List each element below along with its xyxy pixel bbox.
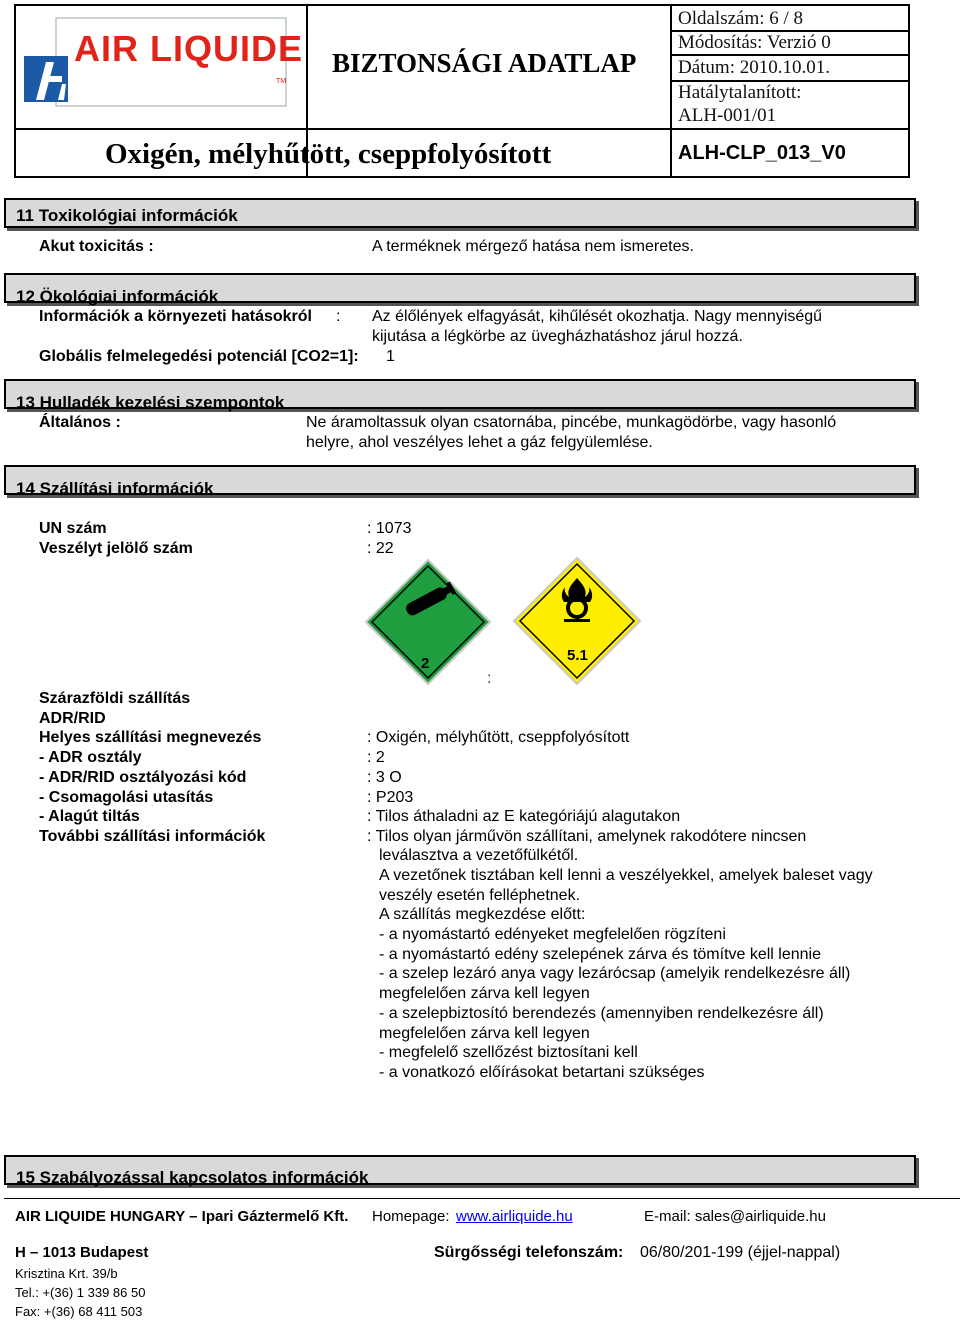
class-2-number: 2: [421, 655, 430, 672]
classification-code-value: : 3 O: [367, 769, 402, 786]
footer-email: E-mail: sales@airliquide.hu: [644, 1208, 826, 1225]
further-info-line: - a nyomástartó edény szelepének zárva és tömítve kell lennie: [379, 946, 822, 963]
section-11-title: 11 Toxikológiai információk: [16, 206, 238, 225]
class-5-1-label: [512, 556, 642, 686]
document-title: BIZTONSÁGI ADATLAP: [332, 48, 637, 78]
packing-instruction-value: : P203: [367, 789, 414, 806]
supersedes-label: Hatálytalanított:: [678, 82, 802, 103]
supersedes-value: ALH-001/01: [678, 105, 777, 126]
section-14-title: 14 Szállítási információk: [16, 479, 214, 498]
section-15-title: 15 Szabályozással kapcsolatos információk: [16, 1168, 369, 1187]
further-info-line: - megfelelő szellőzést biztosítani kell: [379, 1044, 638, 1061]
tunnel-restriction-value: : Tilos áthaladni az E kategóriájú alagutakon: [367, 808, 681, 825]
un-number-label: UN szám: [39, 520, 107, 537]
section-12-title: 12 Ökológiai információk: [16, 287, 219, 306]
footer-fax: Fax: +(36) 68 411 503: [15, 1304, 143, 1319]
environmental-colon: :: [336, 308, 341, 325]
further-info-line: A szállítás megkezdése előtt:: [379, 906, 586, 923]
logo-text: AIR LIQUIDE: [74, 28, 304, 69]
gwp-value: 1: [386, 348, 395, 365]
logo-trademark: TM: [276, 78, 287, 85]
footer-homepage-label: Homepage:: [372, 1208, 450, 1225]
shipping-name-label: Helyes szállítási megnevezés: [39, 729, 262, 746]
general-line-2: helyre, ahol veszélyes lehet a gáz felgyülemlése.: [306, 434, 653, 451]
hazard-number-label: Veszélyt jelölő szám: [39, 540, 193, 557]
classification-code-label: - ADR/RID osztályozási kód: [39, 769, 247, 786]
page-number: Oldalszám: 6 / 8: [678, 8, 804, 29]
tunnel-restriction-label: - Alagút tiltás: [39, 808, 140, 825]
further-info-line: leválasztva a vezetőfülkétől.: [379, 847, 579, 864]
further-info-line: - a szelepbiztosító berendezés (amennyiben rendelkezésre áll): [379, 1005, 824, 1022]
acute-toxicity-label: Akut toxicitás :: [39, 238, 154, 255]
further-info-line: - a nyomástartó edényeket megfelelően rögzíteni: [379, 926, 726, 943]
footer-divider: [4, 1198, 960, 1199]
class-5-1-number: 5.1: [567, 647, 588, 664]
footer-company: AIR LIQUIDE HUNGARY – Ipari Gáztermelő Kft.: [15, 1208, 349, 1225]
gwp-label: Globális felmelegedési potenciál [CO2=1]:: [39, 348, 359, 365]
acute-toxicity-value: A terméknek mérgező hatása nem ismeretes.: [372, 238, 694, 255]
land-transport-label: Szárazföldi szállítás: [39, 690, 191, 707]
shipping-name-value: : Oxigén, mélyhűtött, cseppfolyósított: [367, 729, 630, 746]
adr-class-value: : 2: [367, 749, 385, 766]
general-label: Általános :: [39, 414, 121, 431]
further-info-line: megfelelően zárva kell legyen: [379, 985, 590, 1002]
packing-instruction-label: - Csomagolási utasítás: [39, 789, 214, 806]
un-number-value: : 1073: [367, 520, 412, 537]
adr-class-label: - ADR osztály: [39, 749, 142, 766]
footer-city: H – 1013 Budapest: [15, 1244, 149, 1261]
issue-date: Dátum: 2010.10.01.: [678, 57, 830, 78]
environmental-line-1: Az élőlények elfagyását, kihűlését okozhatja. Nagy mennyiségű: [372, 308, 823, 325]
further-info-line: - a vonatkozó előírásokat betartani szükséges: [379, 1064, 705, 1081]
environmental-label: Információk a környezeti hatásokról: [39, 308, 312, 325]
document-code: ALH-CLP_013_V0: [678, 142, 846, 164]
further-info-label: További szállítási információk: [39, 828, 266, 845]
general-line-1: Ne áramoltassuk olyan csatornába, pincébe, munkagödörbe, vagy hasonló: [306, 414, 837, 431]
product-name: Oxigén, mélyhűtött, cseppfolyósított: [105, 138, 552, 170]
footer-homepage-link[interactable]: www.airliquide.hu: [456, 1208, 573, 1225]
section-13-title: 13 Hulladék kezelési szempontok: [16, 393, 285, 412]
footer-tel: Tel.: +(36) 1 339 86 50: [15, 1285, 146, 1300]
further-info-line: - a szelep lezáró anya vagy lezárócsap (amelyik rendelkezésre áll): [379, 965, 851, 982]
further-info-line: megfelelően zárva kell legyen: [379, 1025, 590, 1042]
hazard-number-value: : 22: [367, 540, 394, 557]
footer-street: Krisztina Krt. 39/b: [15, 1266, 118, 1281]
further-info-value: : Tilos olyan járművön szállítani, amelynek rakodótere nincsen: [367, 828, 807, 845]
environmental-line-2: kijutása a légkörbe az üvegházhatáshoz járul hozzá.: [372, 328, 743, 345]
adr-rid-label: ADR/RID: [39, 710, 106, 727]
footer-emergency-value: 06/80/201-199 (éjjel-nappal): [640, 1244, 841, 1261]
revision: Módosítás: Verzió 0: [678, 32, 831, 53]
footer-emergency-label: Sürgősségi telefonszám:: [434, 1244, 624, 1261]
pictogram-colon: :: [487, 670, 492, 687]
further-info-line: veszély esetén felléphetnek.: [379, 887, 581, 904]
further-info-line: A vezetőnek tisztában kell lenni a veszélyekkel, amelyek baleset vagy: [379, 867, 873, 884]
